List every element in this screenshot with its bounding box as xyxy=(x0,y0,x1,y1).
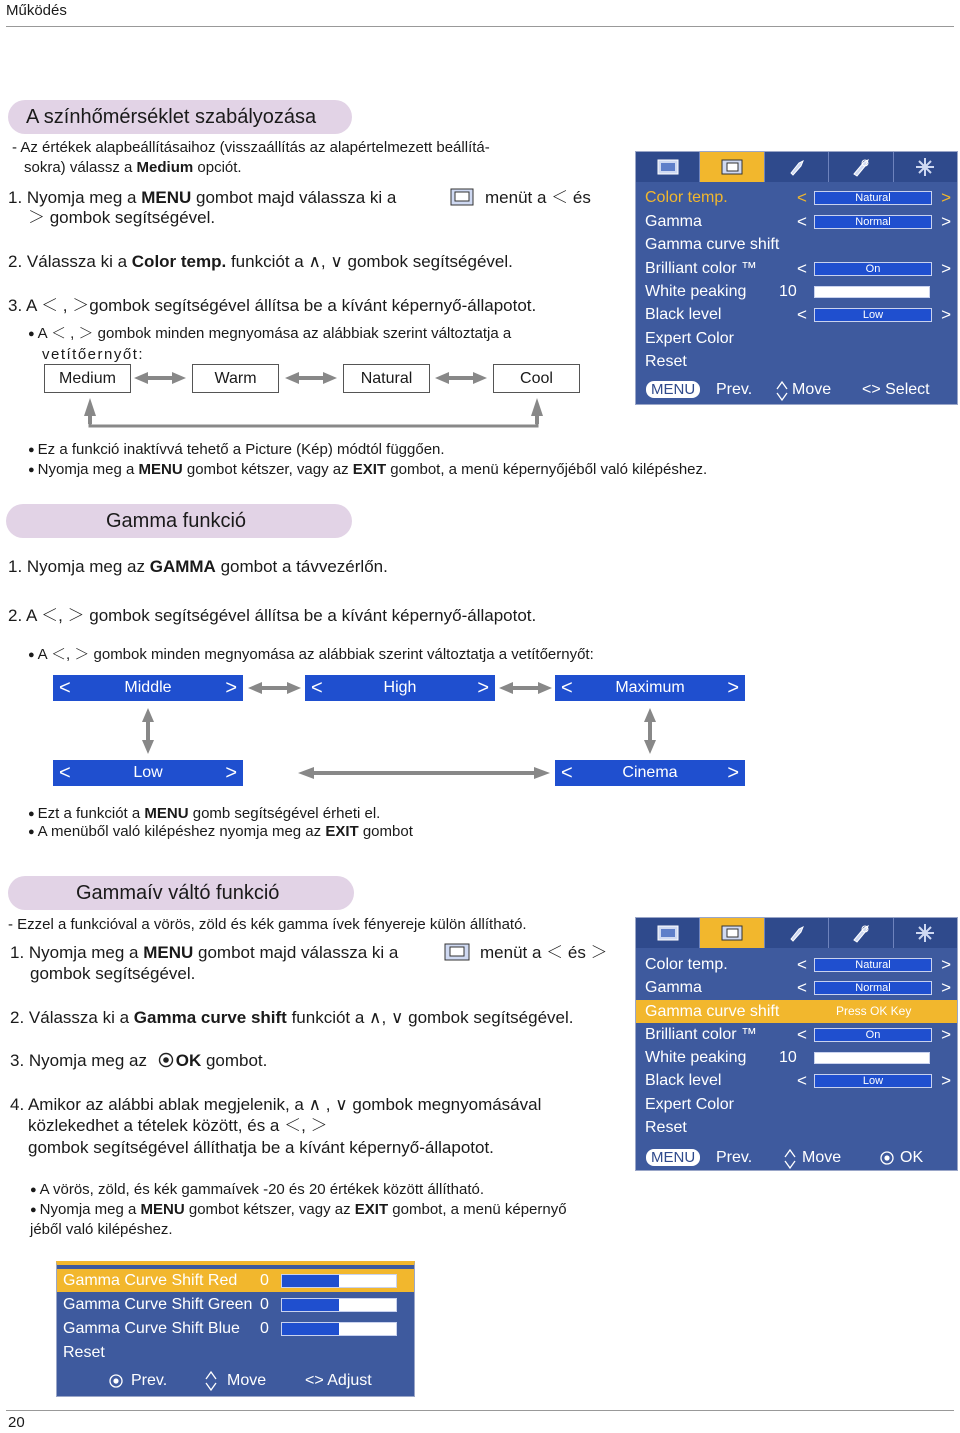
gcs-intro: - Ezzel a funkcióval a vörös, zöld és kék gamma ívek fényereje külön állítható. xyxy=(8,916,527,933)
gcs-step4-b: közlekedhet a tételek között, és a ＜, ＞ xyxy=(28,1116,328,1135)
gcs-step3: 3. Nyomja meg az OK gombot. xyxy=(10,1051,268,1070)
osd2-row-brilliant-color[interactable]: Brilliant color ™ < On > xyxy=(645,1025,951,1044)
gcs-step2: 2. Válassza ki a Gamma curve shift funkciót a ∧, ∨ gombok segítségével. xyxy=(10,1008,574,1027)
osd2-footer: MENU Prev. Move OK xyxy=(636,1146,957,1170)
intro-line-1: - Az értékek alapbeállításaihoz (visszaállítás az alapértelmezett beállítá- xyxy=(12,139,490,156)
section-title-gamma-curve: Gammaív váltó funkció xyxy=(8,876,354,910)
osd1-row-color-temp[interactable]: Color temp. < Natural > xyxy=(645,188,951,207)
osd2-tab-advanced-picture-icon[interactable] xyxy=(700,918,764,948)
gamma-bullet: ● A ＜, ＞ gombok minden megnyomása az alábbiak szerint változtatja a vetítőernyőt: xyxy=(28,645,594,666)
osd1-row-black-level[interactable]: Black level < Low > xyxy=(645,305,951,324)
note-inactive: ● Ez a funkció inaktívvá tehető a Picture (Kép) módtól függően. xyxy=(28,440,445,461)
step1-text: 1. Nyomja meg a MENU gombot majd válassza ki a xyxy=(8,188,397,207)
gcs-row-red[interactable]: Gamma Curve Shift Red 0 xyxy=(57,1269,414,1292)
gamma-cycle-arrows xyxy=(0,670,760,790)
osd1-row-gamma-curve-shift[interactable]: Gamma curve shift xyxy=(645,236,780,253)
osd2-tab-picture-icon[interactable] xyxy=(636,918,700,948)
gamma-mode-low: < Low > xyxy=(53,760,243,786)
gcs-bullet-exit-b: jéből való kilépéshez. xyxy=(30,1221,173,1238)
step1-text-c: ＞ gombok segítségével. xyxy=(28,208,216,227)
osd1-footer: MENU Prev. Move <> Select xyxy=(636,378,957,402)
osd1-row-brilliant-color[interactable]: Brilliant color ™ < On > xyxy=(645,259,951,278)
osd2-tab-tools-icon[interactable] xyxy=(829,918,893,948)
osd-tab-tools-icon[interactable] xyxy=(829,152,893,182)
osd2-row-color-temp[interactable]: Color temp. < Natural > xyxy=(645,955,951,974)
osd-menu-2 xyxy=(635,917,958,1171)
step2-text: 2. Válassza ki a Color temp. funkciót a ∧, ∨ gombok segítségével. xyxy=(8,252,513,271)
osd-tab-picture-icon[interactable] xyxy=(636,152,700,182)
ok-icon xyxy=(158,1052,174,1068)
gamma-step2: 2. A ＜, ＞ gombok segítségével állítsa be a kívánt képernyő-állapotot. xyxy=(8,606,537,625)
mode-medium: Medium xyxy=(44,364,131,393)
osd2-row-black-level[interactable]: Black level < Low > xyxy=(645,1071,951,1090)
note-exit: ● Nyomja meg a MENU gombot kétszer, vagy az EXIT gombot, a menü képernyőjéből való kilépéshez. xyxy=(28,460,707,481)
osd-tab-advanced-picture-icon[interactable] xyxy=(700,152,764,182)
gcs-row-blue[interactable]: Gamma Curve Shift Blue 0 xyxy=(57,1317,414,1340)
osd1-menu-key: MENU xyxy=(646,381,700,398)
gcs-step1-c: gombok segítségével. xyxy=(30,964,196,983)
step1-text-b: menüt a ＜ és xyxy=(485,188,591,207)
gamma-mode-middle: < Middle > xyxy=(53,675,243,701)
gcs-step4-a: 4. Amikor az alábbi ablak megjelenik, a ∧ , ∨ gombok megnyomásával xyxy=(10,1095,542,1114)
picture-menu-icon-2 xyxy=(444,943,470,961)
osd1-row-white-peaking[interactable]: White peaking 10 xyxy=(636,280,957,303)
osd-menu-1 xyxy=(635,151,958,405)
osd2-tab-setup-icon[interactable] xyxy=(765,918,829,948)
picture-menu-icon xyxy=(450,188,474,206)
osd2-row-white-peaking[interactable]: White peaking 10 xyxy=(636,1046,957,1069)
gamma-mode-high: < High > xyxy=(305,675,495,701)
osd2-row-reset[interactable]: Reset xyxy=(645,1119,687,1136)
bottom-rule xyxy=(6,1410,954,1411)
bullet-modes-b: vetítőernyőt: xyxy=(42,346,145,363)
gamma-mode-cinema: < Cinema > xyxy=(555,760,745,786)
section-title-color-temp: A színhőmérséklet szabályozása xyxy=(8,100,352,134)
gamma-step1: 1. Nyomja meg az GAMMA gombot a távvezérlőn. xyxy=(8,557,388,576)
ok-icon-gcs xyxy=(109,1374,123,1388)
osd1-row-reset[interactable]: Reset xyxy=(645,353,687,370)
gamma-note-menu: ● Ezt a funkciót a MENU gomb segítségével érheti el. xyxy=(28,804,380,825)
osd2-row-gamma-curve-shift[interactable]: Gamma curve shift Press OK Key xyxy=(636,1000,957,1023)
top-rule xyxy=(6,26,954,27)
section-header: Működés xyxy=(6,2,67,19)
osd-tab-setup-icon[interactable] xyxy=(765,152,829,182)
updown-icon-3 xyxy=(205,1370,217,1392)
section-title-gamma: Gamma funkció xyxy=(6,504,352,538)
gcs-step1: 1. Nyomja meg a MENU gombot majd válassza ki a xyxy=(10,943,399,962)
intro-line-2: sokra) válassz a Medium opciót. xyxy=(24,159,242,176)
step3-text: 3. A ＜ , ＞gombok segítségével állítsa be a kívánt képernyő-állapotot. xyxy=(8,296,537,315)
mode-cool: Cool xyxy=(493,364,580,393)
mode-natural: Natural xyxy=(343,364,430,393)
osd2-menu-key: MENU xyxy=(646,1149,700,1166)
osd2-tab-option-icon[interactable] xyxy=(894,918,957,948)
gcs-row-green[interactable]: Gamma Curve Shift Green 0 xyxy=(57,1293,414,1316)
mode-cycle-arrows xyxy=(0,360,600,430)
ok-icon-osd xyxy=(880,1151,894,1165)
page-number: 20 xyxy=(8,1414,25,1431)
gamma-curve-shift-window xyxy=(56,1261,415,1397)
osd2-row-gamma[interactable]: Gamma < Normal > xyxy=(645,978,951,997)
updown-icon-2 xyxy=(784,1148,796,1170)
osd-tab-option-icon[interactable] xyxy=(894,152,957,182)
gcs-bullet-exit: ● Nyomja meg a MENU gombot kétszer, vagy az EXIT gombot, a menü képernyő xyxy=(30,1200,567,1221)
mode-warm: Warm xyxy=(192,364,279,393)
gcs-footer: Prev. Move <> Adjust xyxy=(57,1369,414,1393)
updown-icon xyxy=(776,380,788,402)
gamma-note-exit: ● A menüből való kilépéshez nyomja meg az EXIT gombot xyxy=(28,822,413,843)
osd2-row-expert-color[interactable]: Expert Color xyxy=(645,1096,734,1113)
osd1-row-expert-color[interactable]: Expert Color xyxy=(645,330,734,347)
gcs-step1-b: menüt a ＜ és ＞ xyxy=(480,943,608,962)
bullet-modes: ● A ＜ , ＞ gombok minden megnyomása az alábbiak szerint változtatja a xyxy=(28,324,511,345)
osd1-row-gamma[interactable]: Gamma < Normal > xyxy=(645,212,951,231)
gamma-mode-maximum: < Maximum > xyxy=(555,675,745,701)
gcs-row-reset[interactable]: Reset xyxy=(63,1344,105,1361)
gcs-bullet-range: ● A vörös, zöld, és kék gammaívek -20 és 20 értékek között állítható. xyxy=(30,1180,484,1201)
gcs-step4-c: gombok segítségével állíthatja be a kívánt képernyő-állapotot. xyxy=(28,1138,494,1157)
